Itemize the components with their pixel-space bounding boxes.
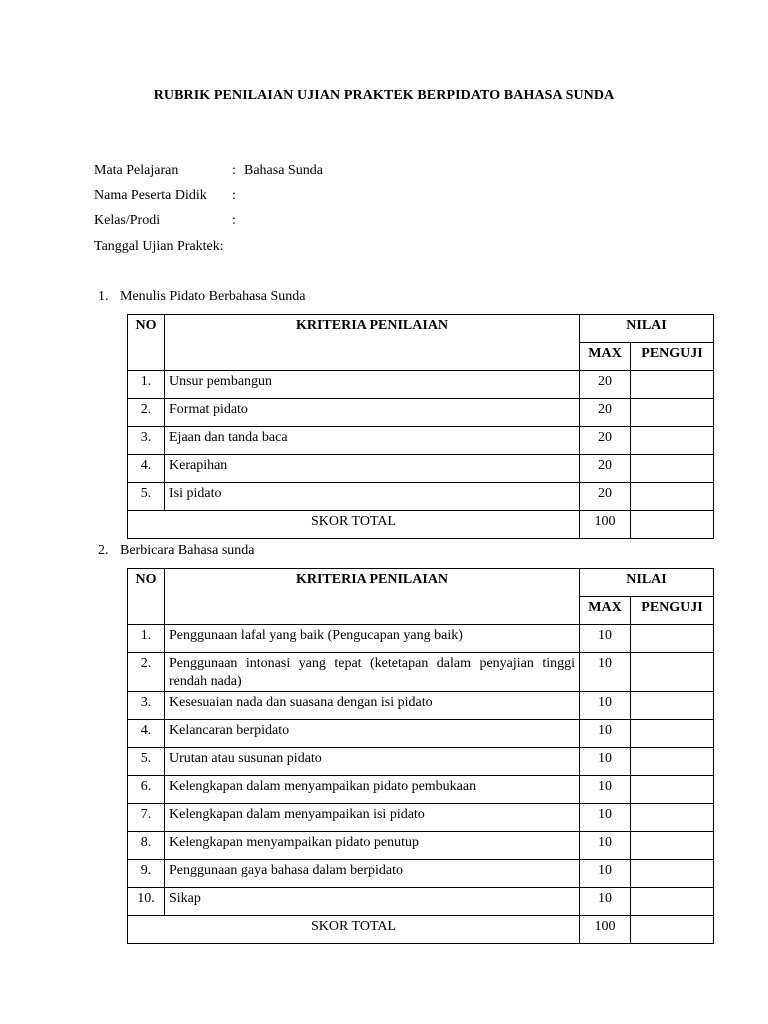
- info-row-kelas-prodi: [94, 213, 244, 229]
- row-no: 1.: [128, 625, 165, 653]
- header-max: MAX: [580, 343, 631, 371]
- row-kriteria: Penggunaan gaya bahasa dalam berpidato: [165, 860, 580, 888]
- row-max: 10: [580, 692, 631, 720]
- header-penguji: PENGUJI: [631, 597, 714, 625]
- row-kriteria: Kelengkapan menyampaikan pidato penutup: [165, 832, 580, 860]
- header-kriteria: KRITERIA PENILAIAN: [165, 569, 580, 625]
- row-penguji-cell[interactable]: [631, 720, 714, 748]
- row-max: 20: [580, 483, 631, 511]
- section-number: 2.: [98, 543, 109, 558]
- row-penguji-cell[interactable]: [631, 371, 714, 399]
- document-title: RUBRIK PENILAIAN UJIAN PRAKTEK BERPIDATO BAHASA SUNDA: [153, 88, 615, 103]
- row-kriteria: Kerapihan: [165, 455, 580, 483]
- row-penguji-cell[interactable]: [631, 748, 714, 776]
- section-number: 1.: [98, 289, 109, 304]
- row-penguji-cell[interactable]: [631, 860, 714, 888]
- table-row: [128, 399, 714, 427]
- info-row-mata-pelajaran: [94, 163, 323, 179]
- row-kriteria: Ejaan dan tanda baca: [165, 427, 580, 455]
- section-1-heading: [98, 289, 305, 305]
- table-row: [128, 371, 714, 399]
- row-max: 10: [580, 748, 631, 776]
- header-nilai: NILAI: [580, 315, 714, 343]
- table-row: [128, 860, 714, 888]
- skor-total-penguji-cell[interactable]: [631, 916, 714, 944]
- row-no: 5.: [128, 483, 165, 511]
- info-label: Nama Peserta Didik: [94, 188, 207, 203]
- row-penguji-cell[interactable]: [631, 427, 714, 455]
- row-kriteria: Isi pidato: [165, 483, 580, 511]
- row-kriteria: Sikap: [165, 888, 580, 916]
- row-kriteria: Format pidato: [165, 399, 580, 427]
- row-no: 5.: [128, 748, 165, 776]
- row-max: 10: [580, 832, 631, 860]
- row-kriteria: Kesesuaian nada dan suasana dengan isi pidato: [165, 692, 580, 720]
- info-label: Mata Pelajaran: [94, 163, 179, 178]
- row-no: 8.: [128, 832, 165, 860]
- info-colon: :: [232, 213, 236, 228]
- row-no: 9.: [128, 860, 165, 888]
- info-row-nama-peserta: [94, 188, 244, 204]
- info-label: Kelas/Prodi: [94, 213, 161, 228]
- row-no: 1.: [128, 371, 165, 399]
- skor-total-penguji-cell[interactable]: [631, 511, 714, 539]
- row-penguji-cell[interactable]: [631, 399, 714, 427]
- row-no: 3.: [128, 427, 165, 455]
- row-no: 4.: [128, 455, 165, 483]
- section-title: Berbicara Bahasa sunda: [120, 543, 255, 558]
- row-kriteria: Penggunaan intonasi yang tepat (ketetapan dalam penyajian tinggi rendah nada): [165, 653, 580, 692]
- row-max: 20: [580, 399, 631, 427]
- rubric-table-berbicara: [127, 568, 714, 944]
- header-no: NO: [128, 315, 165, 371]
- table-row: [128, 888, 714, 916]
- row-no: 3.: [128, 692, 165, 720]
- table-row: [128, 455, 714, 483]
- row-kriteria: Kelancaran berpidato: [165, 720, 580, 748]
- row-max: 10: [580, 776, 631, 804]
- info-value: Bahasa Sunda: [244, 163, 323, 178]
- table-row: [128, 692, 714, 720]
- info-row-tanggal-ujian: [94, 239, 224, 255]
- table-row: [128, 804, 714, 832]
- total-row: [128, 511, 714, 539]
- row-no: 6.: [128, 776, 165, 804]
- row-penguji-cell[interactable]: [631, 625, 714, 653]
- skor-total-max: 100: [580, 916, 631, 944]
- row-no: 7.: [128, 804, 165, 832]
- row-max: 10: [580, 720, 631, 748]
- row-penguji-cell[interactable]: [631, 455, 714, 483]
- row-no: 10.: [128, 888, 165, 916]
- table-row: [128, 625, 714, 653]
- row-no: 2.: [128, 399, 165, 427]
- row-penguji-cell[interactable]: [631, 776, 714, 804]
- row-kriteria: Urutan atau susunan pidato: [165, 748, 580, 776]
- row-no: 2.: [128, 653, 165, 692]
- row-kriteria: Penggunaan lafal yang baik (Pengucapan yang baik): [165, 625, 580, 653]
- row-kriteria: Unsur pembangun: [165, 371, 580, 399]
- table-row: [128, 832, 714, 860]
- table-row: [128, 427, 714, 455]
- table-row: [128, 776, 714, 804]
- rubric-table-menulis: [127, 314, 714, 539]
- table-row: [128, 653, 714, 692]
- info-label: Tanggal Ujian Praktek:: [94, 239, 224, 254]
- row-max: 10: [580, 625, 631, 653]
- header-max: MAX: [580, 597, 631, 625]
- table-row: [128, 748, 714, 776]
- skor-total-max: 100: [580, 511, 631, 539]
- header-nilai: NILAI: [580, 569, 714, 597]
- info-colon: :: [232, 188, 236, 203]
- row-max: 10: [580, 888, 631, 916]
- info-colon: :: [232, 163, 236, 178]
- row-penguji-cell[interactable]: [631, 483, 714, 511]
- row-penguji-cell[interactable]: [631, 832, 714, 860]
- header-kriteria: KRITERIA PENILAIAN: [165, 315, 580, 371]
- row-penguji-cell[interactable]: [631, 692, 714, 720]
- row-max: 20: [580, 455, 631, 483]
- row-penguji-cell[interactable]: [631, 653, 714, 692]
- row-kriteria: Kelengkapan dalam menyampaikan pidato pembukaan: [165, 776, 580, 804]
- row-max: 10: [580, 804, 631, 832]
- row-penguji-cell[interactable]: [631, 888, 714, 916]
- row-no: 4.: [128, 720, 165, 748]
- row-max: 10: [580, 653, 631, 692]
- row-max: 20: [580, 427, 631, 455]
- total-row: [128, 916, 714, 944]
- row-max: 20: [580, 371, 631, 399]
- table-row: [128, 483, 714, 511]
- table-row: [128, 720, 714, 748]
- row-kriteria: Kelengkapan dalam menyampaikan isi pidato: [165, 804, 580, 832]
- section-title: Menulis Pidato Berbahasa Sunda: [120, 289, 306, 304]
- skor-total-label: SKOR TOTAL: [128, 916, 580, 944]
- row-max: 10: [580, 860, 631, 888]
- header-penguji: PENGUJI: [631, 343, 714, 371]
- skor-total-label: SKOR TOTAL: [128, 511, 580, 539]
- section-2-heading: [98, 543, 255, 559]
- header-no: NO: [128, 569, 165, 625]
- row-penguji-cell[interactable]: [631, 804, 714, 832]
